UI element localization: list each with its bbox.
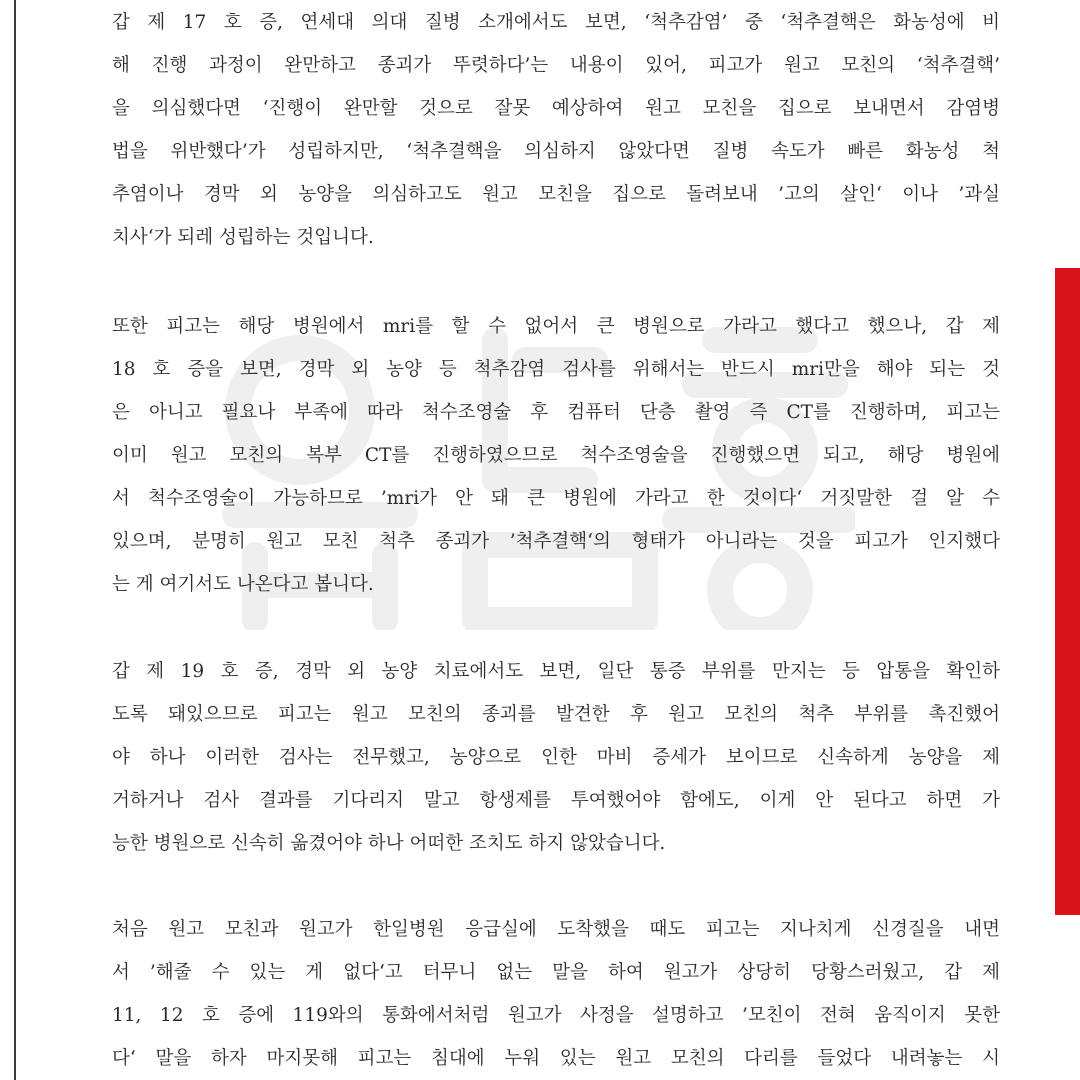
text-line: 는 게 여기서도 나온다고 봅니다. [112,574,374,595]
text-line: 18 호 증을 보면, 경막 외 농양 등 척추감염 검사를 위해서는 반드시 mri만을 해야 되는 것 [112,359,1000,380]
text-line: 11, 12 호 증에 119와의 통화에서처럼 원고가 사정을 설명하고 ’모친이 전혀 움직이지 못한 [112,1005,1000,1026]
text-line: 해 진행 과정이 완만하고 종괴가 뚜렷하다’는 내용이 있어, 피고가 원고 모친의 ‘척추결핵’ [112,55,1000,76]
text-line: 치사‘가 되레 성립하는 것입니다. [112,227,374,248]
text-line: 서 척수조영술이 가능하므로 ’mri가 안 돼 큰 병원에 가라고 한 것이다‘ 거짓말한 걸 알 수 [112,488,1000,509]
text-line: 추염이나 경막 외 농양을 의심하고도 원고 모친을 집으로 돌려보내 ’고의 살인‘ 이나 ’과실 [112,184,1000,205]
text-line: 능한 병원으로 신속히 옮겼어야 하나 어떠한 조치도 하지 않았습니다. [112,833,666,854]
text-line: 거하거나 검사 결과를 기다리지 말고 항생제를 투여했어야 함에도, 이게 안 된다고 하면 가 [112,790,1000,811]
left-border-line [14,0,16,1080]
text-line: 갑 제 17 호 증, 연세대 의대 질병 소개에서도 보면, ‘척추감염’ 중 ‘척추결핵은 화농성에 비 [112,12,1000,33]
text-line: 법을 위반했다’가 성립하지만, ‘척추결핵을 의심하지 않았다면 질병 속도가 빠른 화농성 척 [112,141,1000,162]
text-line: 또한 피고는 해당 병원에서 mri를 할 수 없어서 큰 병원으로 가라고 했다고 했으나, 갑 제 [112,316,1000,337]
red-side-bar [1055,268,1080,915]
text-line: 있으며, 분명히 원고 모친 척추 종괴가 ’척추결핵‘의 형태가 아니라는 것을 피고가 인지했다 [112,531,1000,552]
text-line: 야 하나 이러한 검사는 전무했고, 농양으로 인한 마비 증세가 보이므로 신속하게 농양을 제 [112,747,1000,768]
text-line: 처음 원고 모친과 원고가 한일병원 응급실에 도착했을 때도 피고는 지나치게 신경질을 내면 [112,919,1000,940]
text-line: 은 아니고 필요나 부족에 따라 척수조영술 후 컴퓨터 단층 촬영 즉 CT를 진행하며, 피고는 [112,402,1000,423]
text-line: 을 의심했다면 ‘진행이 완만할 것으로 잘못 예상하여 원고 모친을 집으로 보내면서 감염병 [112,98,1000,119]
text-line: 갑 제 19 호 증, 경막 외 농양 치료에서도 보면, 일단 통증 부위를 만지는 등 압통을 확인하 [112,661,1000,682]
text-line: 이미 원고 모친의 복부 CT를 진행하였으므로 척수조영술을 진행했으면 되고, 해당 병원에 [112,445,1000,466]
text-line: 도록 돼있으므로 피고는 원고 모친의 종괴를 발견한 후 원고 모친의 척추 부위를 촉진했어 [112,704,1000,725]
text-line: 서 ’해줄 수 있는 게 없다‘고 터무니 없는 말을 하여 원고가 상당히 당황스러웠고, 갑 제 [112,962,1000,983]
document-body [112,0,1000,1080]
text-line: 다‘ 말을 하자 마지못해 피고는 침대에 누워 있는 원고 모친의 다리를 들었다 내려놓는 시 [112,1048,1000,1069]
